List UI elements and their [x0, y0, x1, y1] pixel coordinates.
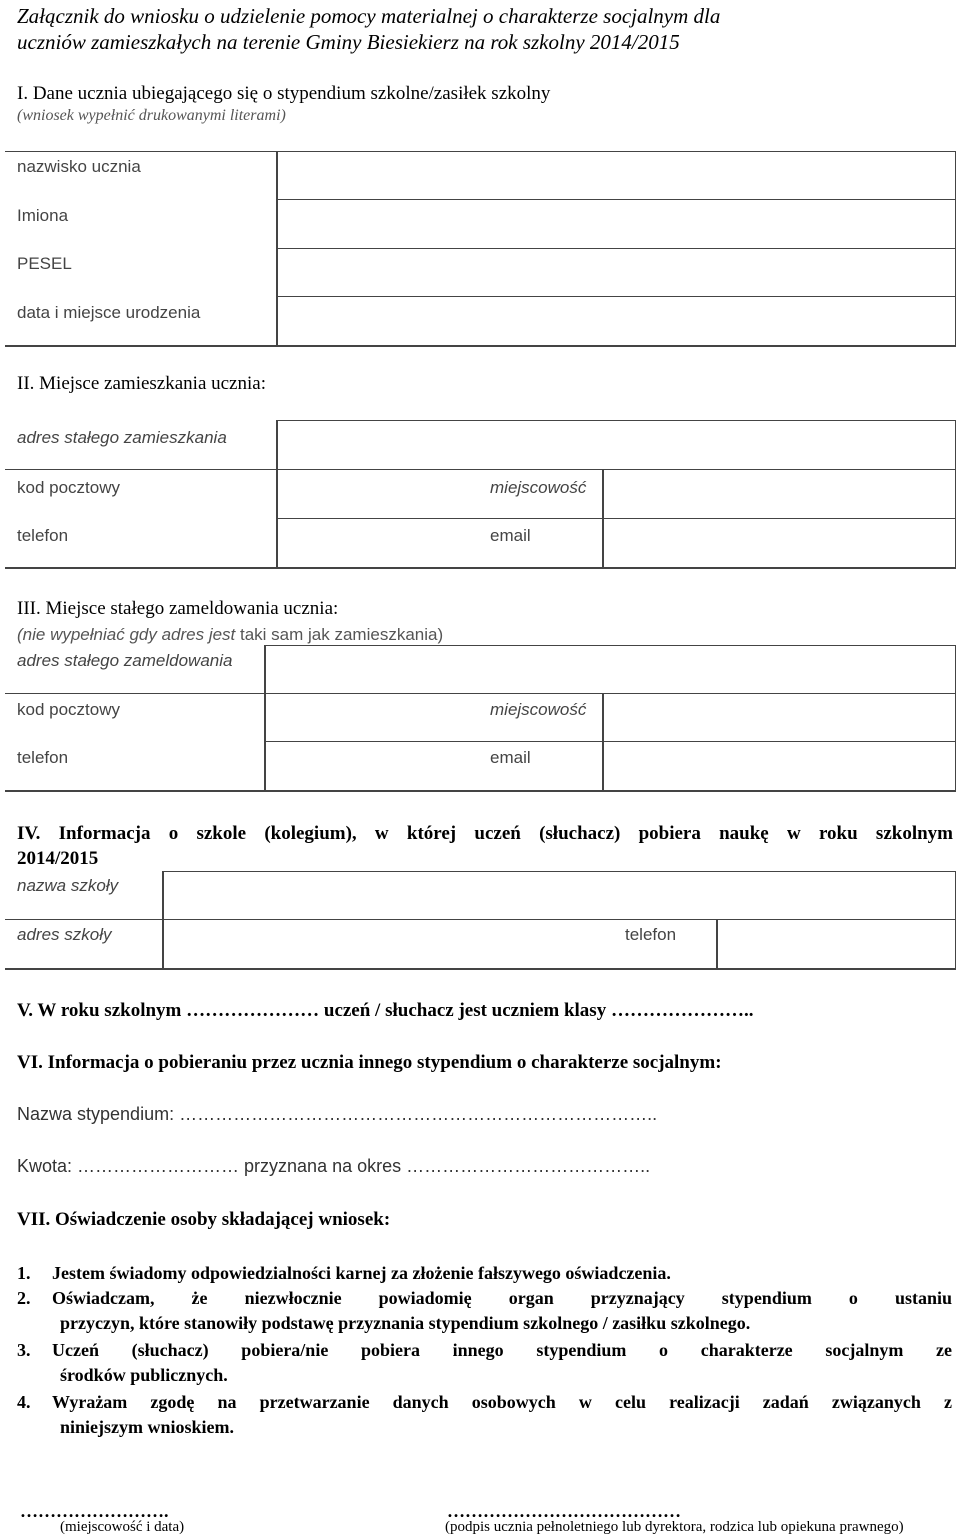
table-3-top-border: [264, 645, 956, 646]
label-city: miejscowość: [490, 478, 587, 497]
table-3-right-border: [955, 645, 956, 791]
label-school-name: nazwa szkoły: [17, 876, 119, 895]
signature-line[interactable]: …………………………………: [447, 1501, 681, 1521]
table-4-row-divider: [5, 919, 956, 920]
table-3-row-divider: [264, 741, 956, 742]
postal-code-field[interactable]: [278, 471, 478, 517]
section-3-note-italic: (nie wypełniać gdy adres jest: [17, 625, 236, 644]
section-7-title: VII. Oświadczenie osoby składającej wniosek:: [17, 1209, 391, 1230]
section-6-title: VI. Informacja o pobieraniu przez ucznia innego stypendium o charakterze socjalnym:: [17, 1052, 722, 1073]
table-3-column-divider: [264, 645, 266, 791]
table-3-bottom-border: [5, 790, 956, 792]
section-4-title-line1: IV. Informacja o szkole (kolegium), w której uczeń (słuchacz) pobiera naukę w roku szkolnym: [17, 823, 953, 844]
pesel-field[interactable]: [278, 249, 954, 293]
label-phone: telefon: [17, 748, 69, 767]
residence-address-field[interactable]: [278, 422, 954, 468]
label-email: email: [490, 748, 531, 767]
declaration-4-number: 4.: [17, 1392, 31, 1412]
table-2-column-divider: [602, 469, 604, 568]
table-2-right-border: [955, 420, 956, 568]
table-4-top-border: [162, 871, 956, 872]
table-3-row-divider: [5, 693, 956, 694]
registered-phone-field[interactable]: [266, 743, 478, 789]
table-2-column-divider: [276, 420, 278, 568]
signature-caption: (podpis ucznia pełnoletniego lub dyrektora, rodzica lub opiekuna prawnego): [445, 1519, 904, 1535]
registered-address-field[interactable]: [266, 646, 954, 692]
scholarship-amount-period-line: Kwota: ……………………… przyznana na okres …………………………………..: [17, 1156, 651, 1176]
table-4-bottom-border: [5, 968, 956, 970]
label-phone: telefon: [17, 526, 69, 545]
declaration-3-text-line1: Uczeń (słuchacz) pobiera/nie pobiera innego stypendium o charakterze socjalnym ze: [52, 1340, 952, 1360]
declaration-3-number: 3.: [17, 1340, 31, 1360]
declaration-2-number: 2.: [17, 1288, 31, 1308]
label-school-phone: telefon: [625, 925, 677, 944]
section-4-title-line2: 2014/2015: [17, 848, 99, 869]
label-pesel: PESEL: [17, 254, 72, 273]
declaration-1-text: Jestem świadomy odpowiedzialności karnej za złożenie fałszywego oświadczenia.: [52, 1263, 671, 1283]
table-1-row-divider: [276, 199, 956, 200]
label-city: miejscowość: [490, 700, 587, 719]
table-4-right-border: [955, 871, 956, 969]
label-residence-address: adres stałego zamieszkania: [17, 428, 227, 447]
section-1-note: (wniosek wypełnić drukowanymi literami): [17, 107, 286, 124]
table-2-row-divider: [276, 518, 956, 519]
label-student-surname: nazwisko ucznia: [17, 157, 141, 176]
table-4-column-divider: [162, 871, 164, 969]
table-4-column-divider: [716, 919, 718, 969]
declaration-1-number: 1.: [17, 1263, 31, 1283]
section-3-note: [17, 624, 443, 645]
table-1-top-border: [5, 151, 956, 152]
school-name-field[interactable]: [164, 873, 954, 919]
section-2-title: II. Miejsce zamieszkania ucznia:: [17, 373, 266, 394]
label-first-names: Imiona: [17, 206, 69, 225]
phone-field[interactable]: [278, 520, 478, 566]
label-birth-date-place: data i miejsce urodzenia: [17, 303, 201, 322]
declaration-4-text-line2: niniejszym wnioskiem.: [60, 1417, 235, 1437]
place-date-signature-line[interactable]: …………………….: [20, 1501, 169, 1521]
table-1-row-divider: [276, 296, 956, 297]
scholarship-name-line: Nazwa stypendium: ……………………………………………………………………..: [17, 1104, 658, 1124]
table-2-top-border: [276, 420, 956, 421]
place-date-caption: (miejscowość i data): [60, 1519, 185, 1535]
email-field[interactable]: [604, 520, 954, 566]
declaration-2-text-line1: Oświadczam, że niezwłocznie powiadomię organ przyznający stypendium o ustaniu: [52, 1288, 952, 1308]
section-3-title: III. Miejsce stałego zameldowania ucznia:: [17, 598, 339, 619]
label-postal-code: kod pocztowy: [17, 700, 120, 719]
section-1-title: I. Dane ucznia ubiegającego się o stypendium szkolne/zasiłek szkolny: [17, 83, 551, 104]
school-phone-field[interactable]: [718, 921, 954, 967]
table-1-row-divider: [276, 248, 956, 249]
table-3-column-divider: [602, 693, 604, 791]
section-5-school-year-class: V. W roku szkolnym ………………… uczeń / słuchacz jest uczniem klasy …………………..: [17, 1000, 754, 1021]
attachment-title-line2: uczniów zamieszkałych na terenie Gminy Biesiekierz na rok szkolny 2014/2015: [17, 30, 680, 54]
table-2-row-divider: [5, 469, 956, 470]
registered-postal-code-field[interactable]: [266, 694, 478, 740]
label-postal-code: kod pocztowy: [17, 478, 120, 497]
table-1-bottom-border: [5, 345, 956, 347]
registered-city-field[interactable]: [604, 694, 954, 740]
declaration-4-text-line1: Wyrażam zgodę na przetwarzanie danych osobowych w celu realizacji zadań związanych z: [52, 1392, 952, 1412]
attachment-title-line1: Załącznik do wniosku o udzielenie pomocy materialnej o charakterze socjalnym dla: [17, 4, 721, 28]
label-registered-address: adres stałego zameldowania: [17, 651, 233, 670]
table-2-bottom-border: [5, 567, 956, 569]
city-field[interactable]: [604, 471, 954, 517]
declaration-3-text-line2: środków publicznych.: [60, 1365, 228, 1385]
school-address-field[interactable]: [164, 921, 610, 967]
section-3-note-regular: taki sam jak zamieszkania): [235, 625, 444, 644]
birth-date-place-field[interactable]: [278, 297, 954, 343]
declaration-2-text-line2: przyczyn, które stanowiły podstawę przyznania stypendium szkolnego / zasiłku szkolnego.: [60, 1313, 751, 1333]
registered-email-field[interactable]: [604, 743, 954, 789]
label-email: email: [490, 526, 531, 545]
first-names-field[interactable]: [278, 200, 954, 244]
student-surname-field[interactable]: [278, 152, 954, 196]
label-school-address: adres szkoły: [17, 925, 112, 944]
